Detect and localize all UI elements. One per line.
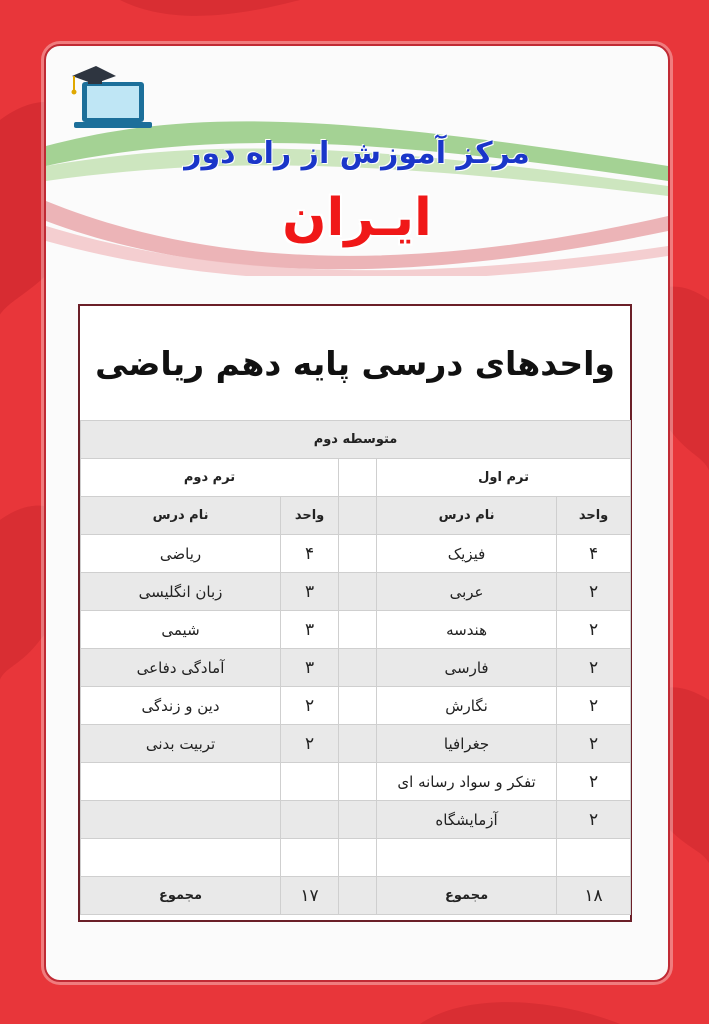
term1-units: ۲ <box>557 725 631 763</box>
spacer-cell <box>339 611 377 649</box>
spacer-cell <box>339 687 377 725</box>
table-row <box>81 801 631 839</box>
table-row <box>81 725 631 763</box>
spacer-cell <box>339 535 377 573</box>
units-table <box>80 420 631 915</box>
course-header: نام درس <box>81 497 281 535</box>
term1-course: فیزیک <box>377 535 557 573</box>
table-row <box>81 687 631 725</box>
level-label: متوسطه دوم <box>81 421 631 459</box>
term1-course: نگارش <box>377 687 557 725</box>
city-name: ایـران <box>282 188 432 248</box>
term2-course: ریاضی <box>81 535 281 573</box>
term1-course: هندسه <box>377 611 557 649</box>
term1-units: ۲ <box>557 611 631 649</box>
table-row <box>81 573 631 611</box>
total-row <box>81 877 631 915</box>
spacer-cell <box>339 497 377 535</box>
term1-course <box>377 839 557 877</box>
term-row <box>81 459 631 497</box>
term1-course: فارسی <box>377 649 557 687</box>
term1-course: جغرافیا <box>377 725 557 763</box>
table-title: واحدهای درسی پایه دهم ریاضی <box>95 343 615 383</box>
term1-units: ۲ <box>557 573 631 611</box>
term1-units: ۴ <box>557 535 631 573</box>
table-row <box>81 763 631 801</box>
spacer-cell <box>339 459 377 497</box>
term2-course: زبان انگلیسی <box>81 573 281 611</box>
course-header: نام درس <box>377 497 557 535</box>
term1-units <box>557 839 631 877</box>
term1-units: ۲ <box>557 649 631 687</box>
term2-units: ۲ <box>281 725 339 763</box>
term2-course <box>81 763 281 801</box>
spacer-cell <box>339 649 377 687</box>
term2-units: ۲ <box>281 687 339 725</box>
term1-units: ۲ <box>557 687 631 725</box>
term1-course: عربی <box>377 573 557 611</box>
term2-course <box>81 801 281 839</box>
spacer-cell <box>339 725 377 763</box>
term2-units <box>281 839 339 877</box>
spacer-cell <box>339 801 377 839</box>
term1-total-label: مجموع <box>377 877 557 915</box>
term1-units: ۲ <box>557 801 631 839</box>
term2-units: ۴ <box>281 535 339 573</box>
term1-course: آزمایشگاه <box>377 801 557 839</box>
term2-course: دین و زندگی <box>81 687 281 725</box>
term1-course: تفکر و سواد رسانه ای <box>377 763 557 801</box>
level-row <box>81 421 631 459</box>
term1-total: ۱۸ <box>557 877 631 915</box>
spacer-cell <box>339 877 377 915</box>
table-row <box>81 839 631 877</box>
spacer-cell <box>339 573 377 611</box>
table-row <box>81 535 631 573</box>
term2-course <box>81 839 281 877</box>
table-row <box>81 649 631 687</box>
term2-units: ۳ <box>281 649 339 687</box>
term2-course: شیمی <box>81 611 281 649</box>
document-card <box>44 44 670 982</box>
term1-label: ترم اول <box>377 459 631 497</box>
center-name: مرکز آموزش از راه دور <box>184 136 530 171</box>
term2-units: ۳ <box>281 611 339 649</box>
term2-units <box>281 763 339 801</box>
term2-total-label: مجموع <box>81 877 281 915</box>
spacer-cell <box>339 763 377 801</box>
term2-units: ۳ <box>281 573 339 611</box>
units-header: واحد <box>557 497 631 535</box>
curriculum-table <box>78 304 632 922</box>
column-header-row <box>81 497 631 535</box>
term2-units <box>281 801 339 839</box>
term1-units: ۲ <box>557 763 631 801</box>
term2-label: ترم دوم <box>81 459 339 497</box>
laptop-graduation-cap-icon <box>60 56 160 136</box>
units-header: واحد <box>281 497 339 535</box>
table-row <box>81 611 631 649</box>
spacer-cell <box>339 839 377 877</box>
term2-total: ۱۷ <box>281 877 339 915</box>
term2-course: آمادگی دفاعی <box>81 649 281 687</box>
term2-course: تربیت بدنی <box>81 725 281 763</box>
